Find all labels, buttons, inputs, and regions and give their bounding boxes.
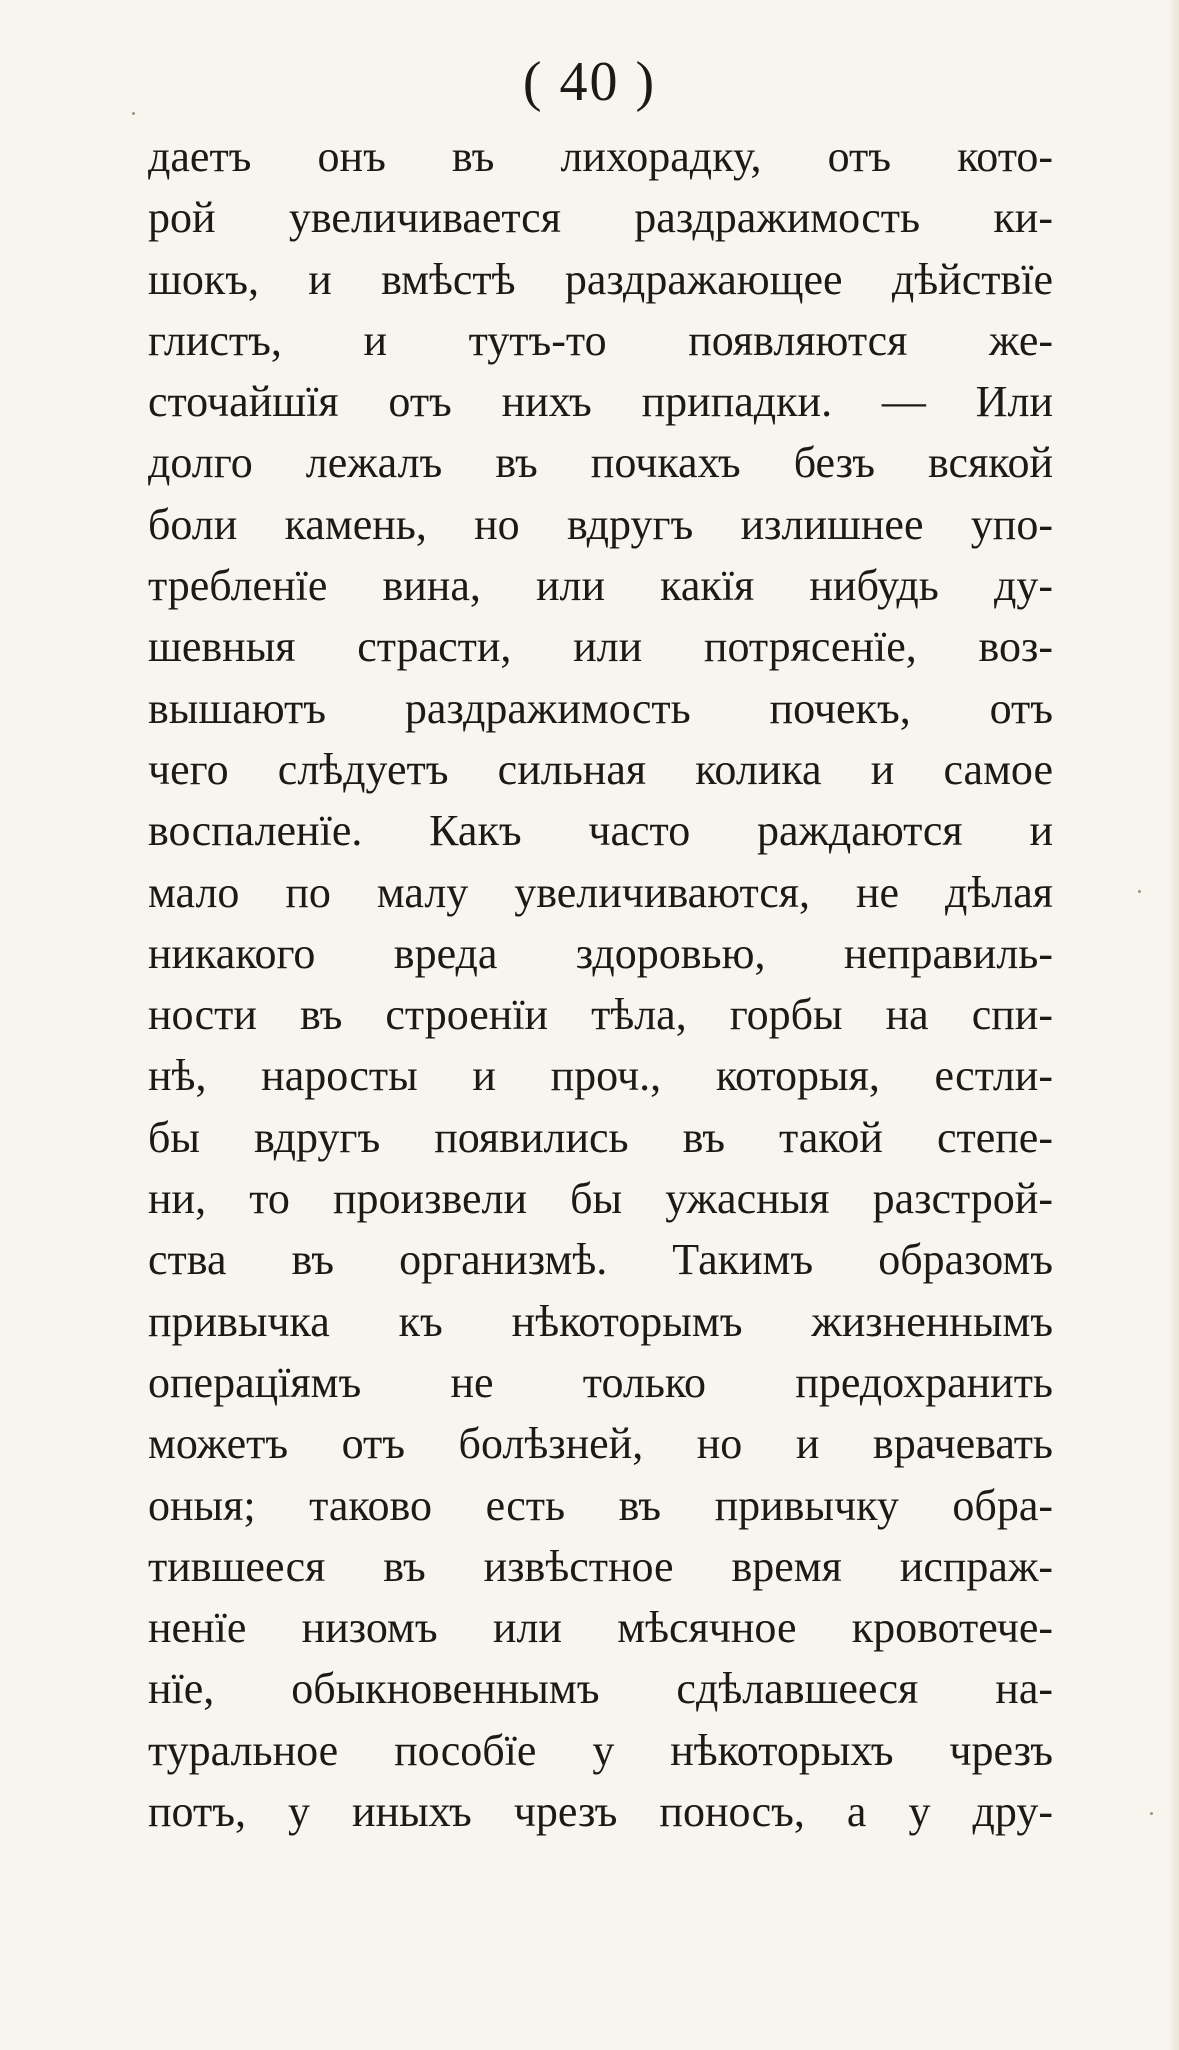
text-line: ства въ организмѣ. Такимъ образомъ xyxy=(148,1235,1053,1285)
text-line: операцїямъ не только предохранить xyxy=(148,1357,1053,1407)
text-line: нѣ, наросты и проч., которыя, естли- xyxy=(148,1051,1053,1101)
text-line: боли камень, но вдругъ излишнее упо- xyxy=(148,499,1053,549)
text-line: бы вдругъ появились въ такой степе- xyxy=(148,1112,1053,1162)
paper-speck xyxy=(1138,890,1141,893)
paper-speck xyxy=(132,112,135,115)
text-line: оныя; таково есть въ привычку обра- xyxy=(148,1480,1053,1530)
text-line: потъ, у иныхъ чрезъ поносъ, а у дру- xyxy=(148,1787,1053,1837)
text-line: ности въ строенїи тѣла, горбы на спи- xyxy=(148,990,1053,1040)
text-line: ненїе низомъ или мѣсячное кровотече- xyxy=(148,1603,1053,1653)
page-number: ( 40 ) xyxy=(522,51,657,113)
paper-speck xyxy=(1150,1812,1153,1815)
text-line: даетъ онъ въ лихорадку, отъ кото- xyxy=(148,132,1053,181)
text-line: ни, то произвели бы ужасныя разстрой- xyxy=(148,1174,1053,1224)
text-line: никакого вреда здоровью, неправиль- xyxy=(148,928,1053,978)
text-line: шевныя страсти, или потрясенїе, воз- xyxy=(148,622,1053,672)
text-line: глистъ, и тутъ-то появляются же- xyxy=(148,315,1053,365)
text-line: мало по малу увеличиваются, не дѣлая xyxy=(148,867,1053,917)
text-line: нїе, обыкновеннымъ сдѣлавшееся на- xyxy=(148,1664,1053,1714)
text-line: шокъ, и вмѣстѣ раздражающее дѣйствїе xyxy=(148,254,1053,304)
body-text xyxy=(148,126,1053,1842)
text-line: воспаленїе. Какъ часто раждаются и xyxy=(148,806,1053,856)
text-line: вышаютъ раздражимость почекъ, отъ xyxy=(148,683,1053,733)
text-line: привычка къ нѣкоторымъ жизненнымъ xyxy=(148,1296,1053,1346)
text-line: долго лежалъ въ почкахъ безъ всякой xyxy=(148,438,1053,488)
text-line: можетъ отъ болѣзней, но и врачевать xyxy=(148,1419,1053,1469)
text-line: рой увеличивается раздражимость ки- xyxy=(148,193,1053,243)
text-line: сточайшїя отъ нихъ припадки. — Или xyxy=(148,377,1053,427)
page-edge-shadow xyxy=(1169,0,1179,2050)
text-line: чего слѣдуетъ сильная колика и самое xyxy=(148,744,1053,794)
text-line: туральное пособїе у нѣкоторыхъ чрезъ xyxy=(148,1725,1053,1775)
text-line: тившееся въ извѣстное время испраж- xyxy=(148,1541,1053,1591)
text-line: требленїе вина, или какїя нибудь ду- xyxy=(148,561,1053,611)
